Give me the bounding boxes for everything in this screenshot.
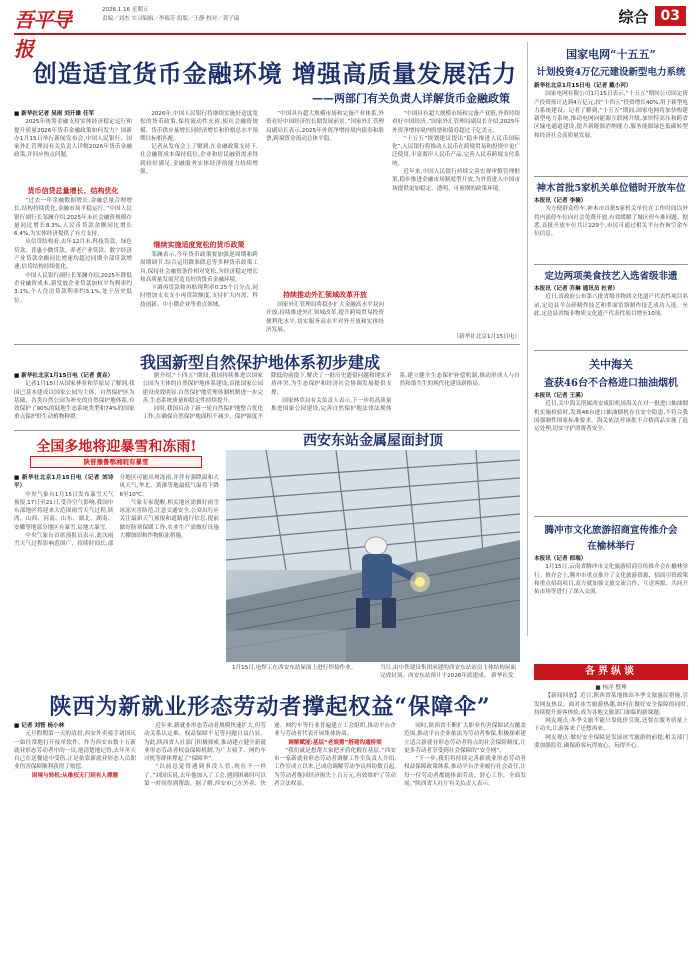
mid-title: 我国新型自然保护地体系初步建成 xyxy=(139,353,380,372)
right-item-2 xyxy=(534,180,688,263)
item3-text: 近日,省政府公布第八批省级非物质文化遗产代表性项目名录,定边县羊杂碎制作技艺和荞面饸饹制作技艺成功入选。至此,定边县省级非物质文化遗产代表性项目增至10项。 xyxy=(534,294,688,317)
lead-subhead: ——两部门有关负责人详解货币金融政策 xyxy=(312,92,510,105)
mid-p1: 记者1月15日从国家林业和草原局了解到,我国已基本建成以国家公园为主体、自然保护区为基础、各类自然公园为补充的自然保护地体系,有效保护了90%的陆地生态系统类型和74%的国家重点保护野生动植物种群。 xyxy=(14,381,135,421)
cold-body xyxy=(14,474,219,660)
lead-p4: 中国人民银行副行长邹澜介绍,2025年降低企业融资成本,新发放企业贷款加权平均利率约3.1%,个人住房贷款利率约3.1%,处于历史低位。 xyxy=(14,272,132,304)
caption-2-text: 当日,由中铁建设集团承建的西安东站站房主体结构屋面完成封顶。西安东站预计于2026年底建成。 xyxy=(380,665,517,679)
rule-r1 xyxy=(534,176,688,177)
lead-p2: “过去一年金融数据增长,金融总量合理增长,结构持续优化,金融市场平稳运行。”中国人民银行副行长邹澜介绍,2025年末社会融资规模存量同比增长8.3%,人民币贷款余额同比增长6.4%,为实体经济提供了有力支持。 xyxy=(14,198,132,238)
editor-line: 责编／刘杰 实习编辑／李瑞芳 组版／王静 校对／黄子瑞 xyxy=(102,16,240,22)
mid-body xyxy=(14,372,520,428)
lead-byline: ■ 新华社记者 吴雨 刘开雄 任军 xyxy=(14,111,95,117)
right-item-5 xyxy=(534,522,688,661)
photo-caption-2 xyxy=(380,664,520,680)
commentary-text-2: 网友观点:冬季文旅不能只靠低价引流,还要在服务质量上下功夫,让游客来了还想再来。 xyxy=(534,718,688,733)
lead-col4-p2: “十五五”规划建议提出“稳步推进人民币国际化”,人民银行将推动人民币在跨境贸易和投资中更广泛使用,丰富离岸人民币产品,完善人民币跨境支付系统。 xyxy=(392,135,520,167)
section-label xyxy=(619,6,687,26)
shaanxi-p4: “我们就是想帮大家把矛盾化解在基层。”西安市一家新就业形态劳动者调解工作室负责人介绍,工作室成立以来,已成功调解劳动争议纠纷数百起,为劳动者挽回经济损失上百万元,有效维护了劳动者合法权益。 xyxy=(274,747,396,788)
commentary-text-1: 【新闻回放】近日,陕西省某地推出冬季文旅惠民措施,引发网友热议。面对冰雪旅游热潮,如何在做好安全保障的同时,持续提升游客体验,成为各地文旅部门面临的新课题。 xyxy=(534,693,688,716)
item4-body xyxy=(534,392,688,514)
item5-title: 腾冲市文化旅游招商宣传推介会 xyxy=(544,525,678,536)
cold-title: 全国多地将迎暴雪和冻雨! xyxy=(36,439,197,455)
lead-sign: （新华社北京1月15日电） xyxy=(453,334,520,340)
rule-r2 xyxy=(534,264,688,265)
item2-text: 为方便群众停车,神木市首批5家机关单位在工作时间以外将内部停车位向社会免费开放,有效缓解了城区停车难问题。据悉,首批开放车位共计229个,市民可通过相关平台查询空余车位信息。 xyxy=(534,206,688,238)
mid-byline: ■ 新华社北京1月15日电（记者 黄垚） xyxy=(14,373,114,379)
item3-title: 定边两项美食技艺入选省级非遗 xyxy=(544,271,678,282)
item1-body xyxy=(534,82,688,174)
mid-p4: 国家林草局有关负责人表示,下一步将高质量推进国家公园建设,完善自然保护地法律法规体系,建立健全生态保护补偿机制,推动形成人与自然和谐共生的现代化建设新格局。 xyxy=(271,373,520,413)
commentary-text-3: 网友观点:做好安全保障是发展冰雪旅游的前提,相关部门要加强监管,确保游客玩得放心、玩得开心。 xyxy=(534,734,688,750)
photo-title: 西安东站金属屋面封顶 xyxy=(303,433,443,449)
header-rule xyxy=(14,33,686,35)
item1-title-red: 国家电网“十五五” xyxy=(566,48,656,61)
lead-col-3b xyxy=(266,301,384,341)
lead-col-2b xyxy=(140,251,258,341)
item3-byline: 本报讯（记者 乔琳 通讯员 杜青） xyxy=(534,286,619,292)
cold-p1: 中央气象台1月15日发布暴雪天气预报,17日至21日,受冷空气影响,我国中东部地区将迎来大范围雨雪天气过程,陕西、山西、河南、山东、湖北、湖南、安徽等地部分地区有暴雪,局地大暴雪。 xyxy=(14,491,114,531)
shaanxi-p6: “下一步,我们将持续完善新就业形态劳动者权益保障政策体系,推动平台企业履行社会责任,让每一位劳动者都能体面劳动、舒心工作、全面发展。”陕西省人社厅有关负责人表示。 xyxy=(404,756,526,788)
item4-byline: 本报讯（记者 王溪） xyxy=(534,393,587,399)
item1-text: 国家电网有限公司1月15日表示,“十五五”期间公司固定资产投资预计达到4万亿元,较“十四五”投资增长40%,用于新型电力系统建设。记者了解到,“十五五”期间,国家电网将加快构建新型电力系统,推动电网向能源互联网升级,加快特高压和跨省区输电通道建设,提升新能源消纳能力,服务能源绿色低碳转型和经济社会高质量发展。 xyxy=(534,91,688,139)
item4-title: 关中海关 xyxy=(589,358,633,371)
page-number: 03 xyxy=(655,6,686,26)
shaanxi-subtitle-1: 困境与转机:从维权无门到有人撑腰 xyxy=(31,772,119,779)
right-item-3 xyxy=(534,268,688,347)
newspaper-logo: 吾平导报 xyxy=(14,8,71,61)
commentary-byline: ■ 杨洋 整理 xyxy=(595,685,627,691)
lead-subtitle-2: 继续实施适度宽松的货币政策 xyxy=(153,241,245,249)
item2-title: 神木首批5家机关单位错时开放车位 xyxy=(536,183,686,194)
date-line: 2026.1.16 星期五 xyxy=(102,7,149,13)
item1-byline: 新华社北京1月15日电（记者 戴小河） xyxy=(534,83,632,89)
section-name: 综合 xyxy=(618,7,649,26)
item5-byline: 本报讯（记者 师瑞） xyxy=(534,556,587,562)
item1-title: 计划投资4万亿元建设新型电力系统 xyxy=(536,67,686,78)
photo-caption-1 xyxy=(232,664,372,672)
right-item-1 xyxy=(534,46,688,174)
item3-body xyxy=(534,285,688,347)
lead-subtitle-3: 持续推动外汇领域改革开放 xyxy=(283,291,367,299)
shaanxi-p2: 近年来,新就业形态劳动者规模快速扩大,但劳动关系认定难、权益保障不足等问题日益凸显。为此,陕西省人社部门积极探索,推动建立健全新就业形态劳动者权益保障机制,为广大骑手、网约车司机等群体撑起了“保障伞”。 xyxy=(144,723,266,763)
lead-p3: 从信贷结构看,去年12月末,科技贷款、绿色贷款、普惠小微贷款、养老产业贷款、数字经济产业贷款余额同比增速均超过同期全部贷款增速,信贷结构持续优化。 xyxy=(14,239,132,271)
cold-p3: 气象专家提醒,相关地区需做好雨雪冰冻灾害防范,注意交通安全,公众出行应关注最新天气预报和道路通行信息,提前做好防寒保暖工作,农业生产需做好设施大棚加固和作物防冻措施。 xyxy=(119,499,219,540)
photo-illustration xyxy=(226,450,520,662)
shaanxi-p5: 同时,陕西省不断扩大职业伤害保障试点覆盖范围,推动平台企业依法为劳动者参保,积极探索建立适合新就业形态劳动者特点的社会保险制度,让更多劳动者享受到社会保障的“安全网”。 xyxy=(404,723,526,754)
rule-lead-bottom xyxy=(14,344,520,345)
item4-text: 近日,关中海关所属西安咸阳机场海关在对一批进口抽油烟机实施检验时,发现46台进口抽油烟机存在安全隐患,不符合我国强制性国家标准要求。海关依法对该批不合格商品实施了退运处理,切实守护消费者安全。 xyxy=(534,401,688,433)
lead-col-1b xyxy=(14,197,132,340)
lead-p1: 2025年统筹金融支持实体经济稳定运行和提升质量2026年货币金融政策如何发力？国新办1月15日举行新闻发布会,中国人民银行、国家外汇管理局有关负责人详解2026年货币金融政策,并回应热点问题。 xyxy=(14,119,132,159)
mid-p2: 据介绍,“十四五”期间,我国持续推进以国家公园为主体的自然保护地体系建设,首批国家公园建设成效明显,自然保护地管理体制机制进一步完善,生态系统质量和稳定性持续提升。 xyxy=(142,373,263,404)
item4-title2: 查获46台不合格进口抽油烟机 xyxy=(544,378,678,389)
column-divider xyxy=(527,42,528,636)
lead-col3-p2: 国家外汇管理局将稳步扩大金融高水平双向开放,持续推进外汇领域改革,提升跨境贸易投资便利化水平,切实服务高水平对外开放和实体经济发展。 xyxy=(266,302,384,333)
lead-col-4 xyxy=(392,110,520,332)
shaanxi-title: 陕西为新就业形态劳动者撑起权益“保障伞” xyxy=(49,694,491,720)
cold-p2: 中央气象台首席预报员表示,此次雨雪天气过程影响范围广、持续时间长,部分地区可能出现冻雨,并伴有强降温和大风天气,华北、黄淮等地最低气温将下降6至10℃。 xyxy=(14,475,219,548)
lead-col2-p3: 邹澜表示,今年货币政策要加强逆周期和跨周期调节,综合运用降准降息等多种货币政策工具,保持社会融资条件相对宽松,为经济稳定增长和高质量发展营造良好的货币金融环境。 xyxy=(140,252,258,283)
cold-subtitle: 陕晋豫鲁鄂湘皖有暴雪 xyxy=(30,456,202,468)
shaanxi-p3: “以前总觉得遇到事没人管,现在不一样了。”刘国庆说,去年他加入了工会,遇到困难时可以第一时间得到帮助。据了解,西安市已在外卖、快递、网约车等行业普遍建立工会组织,推动平台企业与劳动者代表开展集体协商。 xyxy=(144,723,396,788)
shaanxi-p1: 元旦假期第一天的清晨,西安外卖骑手刘国庆一如往常地打开接单软件。作为西安市数十万新就业形态劳动者中的一员,他清楚地记得,去年冬天自己在送餐途中受伤,正是依靠新就业形态人员职业伤害保障顺利获得了赔偿。 xyxy=(14,731,136,771)
lead-headline: 创造适宜货币金融环境 增强高质量发展活力 xyxy=(32,59,518,88)
lead-col3-p1: “中国具有超大规模市场和完备产业体系,外资看好中国经济的长期发展前景。”国家外汇管理局副局长表示,2025年外资净增持境内债券和股票,跨境资金流动总体平稳。 xyxy=(266,111,384,142)
commentary-body xyxy=(534,684,688,964)
item2-body xyxy=(534,197,688,263)
right-item-4 xyxy=(534,356,688,514)
lead-col4-p3: 近年来,中国人民银行持续完善宏观审慎管理框架,稳步推进金融市场制度型开放,为外资进入中国市场提供更加稳定、透明、可预期的政策环境。 xyxy=(392,169,520,192)
lead-col2-p2: 记者从发布会上了解到,在金融政策支持下,社会融资成本保持低位,企业和居民融资需求得到较好满足,金融服务实体经济的能力持续增强。 xyxy=(140,144,258,176)
item5-text: 1月15日,云南省腾冲市文化旅游招商宣传推介会在榆林举行。推介会上,腾冲市重点推介了文化旅游资源、招商引资政策和重点招商项目,双方就加强文旅交流合作、互送客源、共同开拓市场等进行了深入交流。 xyxy=(534,564,688,596)
shaanxi-byline: ■ 记者 刘智 杨小林 xyxy=(14,723,65,729)
caption-credit: 新华社发 xyxy=(491,673,514,679)
rule-r3 xyxy=(534,350,688,351)
item5-title2: 在榆林举行 xyxy=(587,541,635,552)
mid-p3: 同时,我国启动了新一轮自然保护地整合优化工作,在确保自然保护地面积不减少、保护强度不降低的前提下,解决了一批历史遗留问题和现实矛盾冲突,为生态保护和经济社会协调发展提供支撑。 xyxy=(142,373,392,421)
caption-1-text: 1月15日,电焊工在西安东站屋面上进行焊接作业。 xyxy=(232,665,357,671)
lead-col-2 xyxy=(140,110,258,242)
lead-subtitle-1: 货币信贷总量增长、结构优化 xyxy=(27,187,119,195)
item2-byline: 本报讯（记者 李楠） xyxy=(534,198,587,204)
lead-col4-p1: “中国具有超大规模市场和完备产业链,外资持续看好中国经济。”国家外汇管理局副局长介绍,2025年外资净增持境内股票和债券超过千亿美元。 xyxy=(392,111,520,134)
lead-col2-p1: 2026年,中国人民银行将继续实施好适度宽松的货币政策,保持流动性充裕,使社会融资规模、货币供应量增长同经济增长和价格总水平预期目标相匹配。 xyxy=(140,111,258,142)
shaanxi-subtitle-2: 调解赋能:基层“老娘舅”搭建沟通桥梁 xyxy=(288,739,382,746)
lead-col-3 xyxy=(266,110,384,280)
lead-col2-p4: 下调再贷款和再贴现利率0.25个百分点,同时增加支农支小再贷款额度,支持扩大内需、科技创新、中小微企业等重点领域。 xyxy=(140,285,258,308)
rule-r4 xyxy=(534,516,688,517)
shaanxi-body xyxy=(14,722,526,962)
item5-body xyxy=(534,555,688,661)
cold-byline: ■ 新华社北京1月15日电（记者 刘诗平） xyxy=(14,475,114,490)
station-roof-photo xyxy=(226,450,520,662)
commentary-header: 各界纵谈 xyxy=(534,664,688,680)
